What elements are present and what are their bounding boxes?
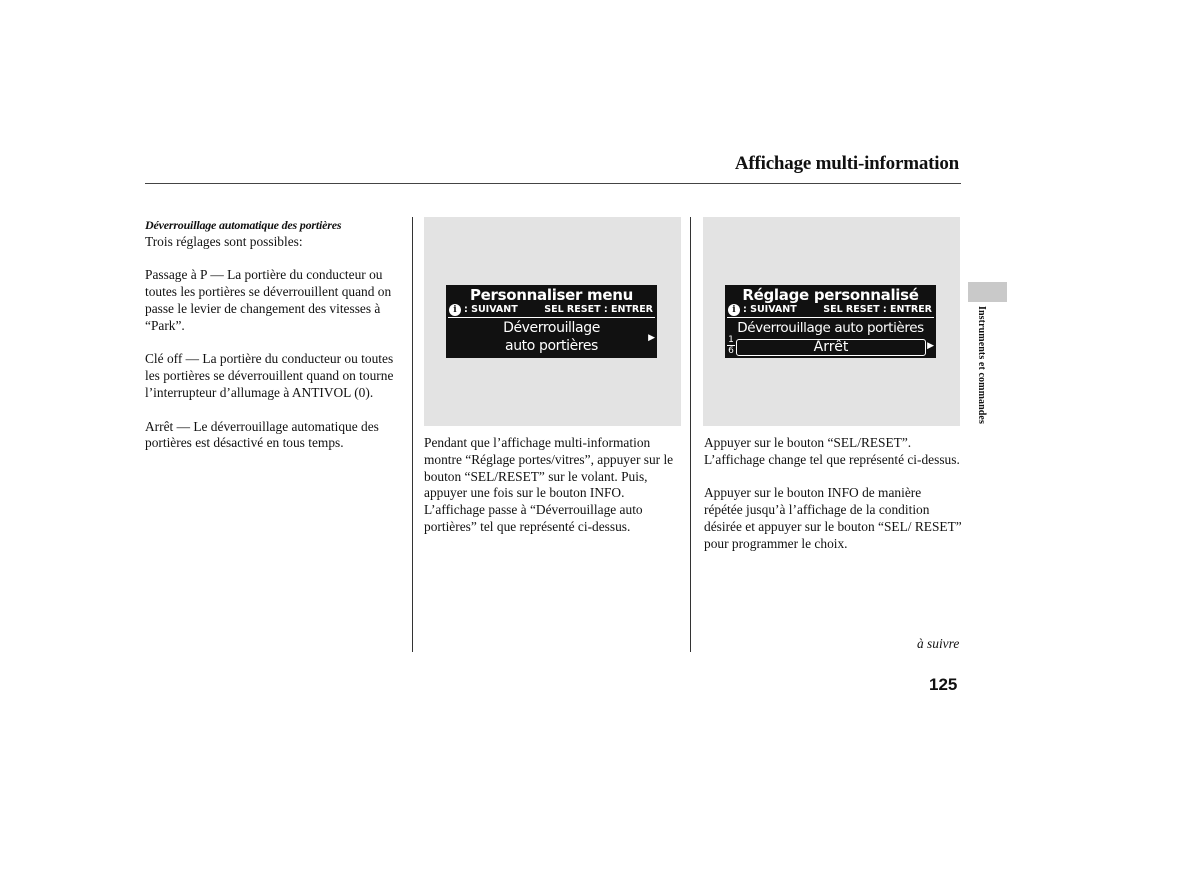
- screen-nav-bar: [728, 303, 932, 316]
- option-park-text: Passage à P — La portière du conducteur ou toutes les portières se déverrouillent quand on passe le levier de changement des vitesses à “Park”.: [145, 267, 392, 333]
- right-arrow-icon: ▶: [927, 341, 934, 351]
- screen-line-1: Déverrouillage auto portières: [737, 320, 924, 336]
- screen-title: Réglage personnalisé: [742, 286, 919, 304]
- title-divider: [145, 183, 961, 184]
- page-title: Affichage multi-information: [734, 153, 959, 174]
- right-arrow-icon: ▶: [648, 333, 655, 343]
- nav-enter-label: SEL RESET : ENTRER: [823, 304, 932, 315]
- info-icon: i: [728, 304, 740, 316]
- option-key-off-text: Clé off — La portière du conducteur ou toutes les portières se déverrouillent quand on tourne l’interrupteur d’allumage à ANTIVOL (0).: [145, 351, 394, 400]
- screen-divider: [448, 317, 655, 318]
- section-tab-label: Instruments et commandes: [976, 306, 987, 424]
- page-indicator: [727, 335, 735, 356]
- right-paragraph-1: Appuyer sur le bouton “SEL/RESET”. L’affichage change tel que représenté ci-dessus.: [704, 435, 960, 467]
- screen-line-2: auto portières: [505, 338, 598, 354]
- selected-option-box: Arrêt: [736, 339, 926, 356]
- nav-next-label: : SUIVANT: [464, 304, 518, 315]
- screen-line-1: Déverrouillage: [503, 320, 600, 336]
- display-illustration-1: [424, 217, 681, 426]
- page-number: 125: [929, 675, 958, 694]
- screen-title: Personnaliser menu: [469, 286, 634, 304]
- screen-divider: [727, 317, 934, 318]
- right-column: [704, 435, 962, 569]
- section-subheading: Déverrouillage automatique des portières: [145, 218, 342, 232]
- multi-info-screen-1: [446, 285, 657, 358]
- display-illustration-2: [703, 217, 960, 426]
- intro-text: Trois réglages sont possibles:: [145, 233, 303, 249]
- section-tab-marker: [968, 282, 1007, 302]
- middle-column: [424, 435, 682, 553]
- left-column: [145, 217, 407, 469]
- multi-info-screen-2: [725, 285, 936, 358]
- column-divider-1: [412, 217, 413, 652]
- page-indicator-current: 1: [728, 335, 734, 345]
- nav-next-label: : SUIVANT: [743, 304, 797, 315]
- right-paragraph-2: Appuyer sur le bouton INFO de manière répétée jusqu’à l’affichage de la condition désirée et appuyer sur le bouton “SEL/ RESET” pour programmer le choix.: [704, 485, 962, 551]
- info-icon: i: [449, 304, 461, 316]
- page-indicator-total: 6: [728, 346, 734, 356]
- continued-label: à suivre: [917, 636, 960, 651]
- middle-paragraph: Pendant que l’affichage multi-information montre “Réglage portes/vitres”, appuyer sur le bouton “SEL/RESET” sur le volant. Puis, appuyer une fois sur le bouton INFO. L’affichage passe à “Déverrouillage auto portières” tel que représenté ci-dessus.: [424, 435, 674, 534]
- option-off-text: Arrêt — Le déverrouillage automatique des portières est désactivé en tous temps.: [145, 418, 379, 451]
- nav-enter-label: SEL RESET : ENTRER: [544, 304, 653, 315]
- screen-nav-bar: [449, 303, 653, 316]
- column-divider-2: [690, 217, 691, 652]
